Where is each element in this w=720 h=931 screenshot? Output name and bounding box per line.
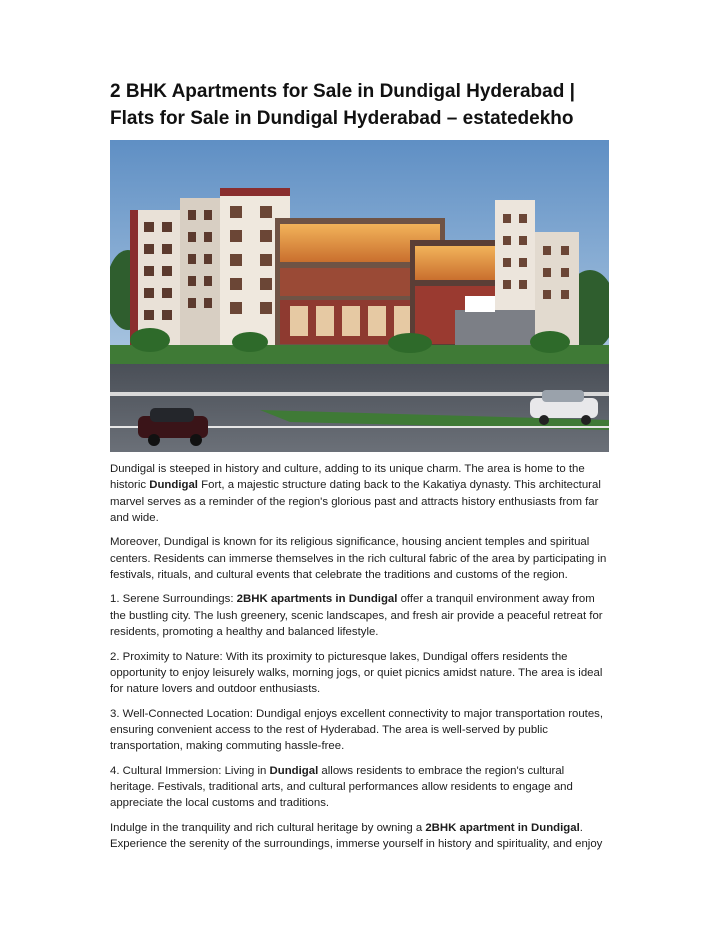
paragraph: Indulge in the tranquility and rich cultural heritage by owning a 2BHK apartment in Dundigal. Experience the serenity of the surroundings, immerse yourself in history and spirituality, and enjoy <box>110 821 603 851</box>
paragraph: 1. Serene Surroundings: 2BHK apartments in Dundigal offer a tranquil environment away from the bustling city. The lush greenery, scenic landscapes, and fresh air provide a peaceful retreat for residents, promoting a healthy and balanced lifestyle. <box>110 593 603 639</box>
apartment-complex-image <box>110 140 609 452</box>
page-title: 2 BHK Apartments for Sale in Dundigal Hyderabad | Flats for Sale in Dundigal Hyderabad – estatedekho <box>110 81 575 129</box>
paragraph: 2. Proximity to Nature: With its proximity to picturesque lakes, Dundigal offers residents the opportunity to enjoy leisurely walks, morning jogs, or quiet picnics amidst nature. The area is ideal for nature lovers and outdoor enthusiasts. <box>110 650 603 696</box>
article-body <box>110 461 610 861</box>
paragraph: Moreover, Dundigal is known for its religious significance, housing ancient temples and spiritual centers. Residents can immerse themselves in the rich cultural fabric of the area by participating in festivals, rituals, and cultural events that celebrate the traditions and customs of the region. <box>110 536 607 581</box>
paragraph: 4. Cultural Immersion: Living in Dundigal allows residents to embrace the region's cultural heritage. Festivals, traditional arts, and cultural performances allow residents to engage and appreciate the local customs and traditions. <box>110 764 573 810</box>
paragraph: 3. Well-Connected Location: Dundigal enjoys excellent connectivity to major transportation routes, ensuring convenient access to the rest of Hyderabad. The area is well-served by public transportation, making commuting hassle-free. <box>110 707 604 753</box>
paragraph: Dundigal is steeped in history and culture, adding to its unique charm. The area is home to the historic Dundigal Fort, a majestic structure dating back to the Kakatiya dynasty. This architectural marvel serves as a reminder of the region's glorious past and attracts history enthusiasts from far and wide. <box>110 463 601 524</box>
